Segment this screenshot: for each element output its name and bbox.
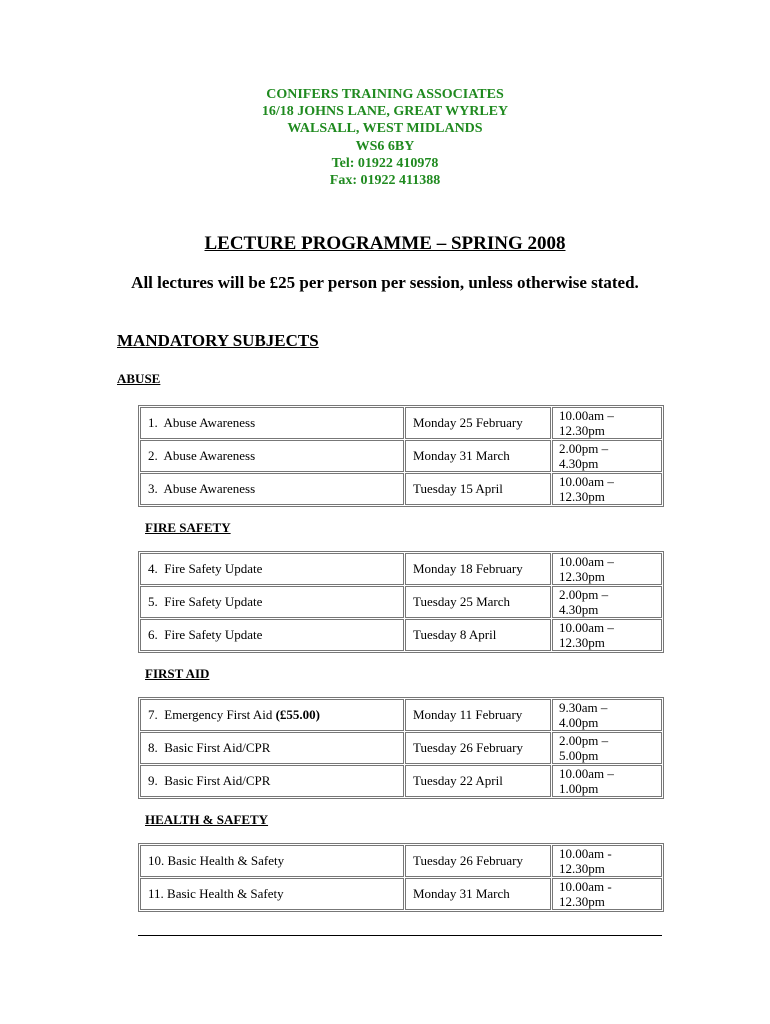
course-cell: 8. Basic First Aid/CPR (140, 732, 404, 764)
course-cell: 2. Abuse Awareness (140, 440, 404, 472)
time-cell: 9.30am – 4.00pm (552, 699, 662, 731)
pricing-note: All lectures will be £25 per person per session, unless otherwise stated. (131, 273, 639, 292)
course-cell: 11. Basic Health & Safety (140, 878, 404, 910)
category-heading: FIRST AID (145, 666, 210, 681)
time-cell: 10.00am - 12.30pm (552, 878, 662, 910)
company-postcode: WS6 6BY (355, 138, 415, 154)
course-cell: 1. Abuse Awareness (140, 407, 404, 439)
table-row (140, 699, 662, 731)
time-cell: 10.00am – 12.30pm (552, 407, 662, 439)
course-cell: 4. Fire Safety Update (140, 553, 404, 585)
schedule-table (138, 697, 664, 799)
category-heading: ABUSE (117, 371, 161, 386)
table-row (140, 553, 662, 585)
date-cell: Tuesday 8 April (405, 619, 551, 651)
date-cell: Monday 18 February (405, 553, 551, 585)
table-row (140, 473, 662, 505)
date-cell: Tuesday 25 March (405, 586, 551, 618)
company-city-line: WALSALL, WEST MIDLANDS (287, 121, 483, 137)
table-row (140, 732, 662, 764)
time-cell: 10.00am – 12.30pm (552, 473, 662, 505)
time-cell: 10.00am – 12.30pm (552, 619, 662, 651)
course-cell: 10. Basic Health & Safety (140, 845, 404, 877)
date-cell: Monday 25 February (405, 407, 551, 439)
company-fax: Fax: 01922 411388 (329, 173, 441, 189)
time-cell: 10.00am – 12.30pm (552, 553, 662, 585)
company-telephone: Tel: 01922 410978 (331, 155, 439, 171)
date-cell: Tuesday 26 February (405, 845, 551, 877)
table-row (140, 619, 662, 651)
category-heading: HEALTH & SAFETY (145, 812, 269, 827)
course-cell: 6. Fire Safety Update (140, 619, 404, 651)
date-cell: Monday 11 February (405, 699, 551, 731)
course-cell: 5. Fire Safety Update (140, 586, 404, 618)
schedule-table (138, 551, 664, 653)
schedule-table (138, 405, 664, 507)
date-cell: Tuesday 22 April (405, 765, 551, 797)
time-cell: 2.00pm – 4.30pm (552, 586, 662, 618)
date-cell: Tuesday 26 February (405, 732, 551, 764)
table-row (140, 407, 662, 439)
time-cell: 2.00pm – 4.30pm (552, 440, 662, 472)
time-cell: 10.00am - 12.30pm (552, 845, 662, 877)
date-cell: Monday 31 March (405, 878, 551, 910)
section-heading: MANDATORY SUBJECTS (117, 331, 319, 350)
company-address-line: 16/18 JOHNS LANE, GREAT WYRLEY (261, 104, 509, 120)
page-title: LECTURE PROGRAMME – SPRING 2008 (204, 233, 566, 254)
date-cell: Tuesday 15 April (405, 473, 551, 505)
price-note: (£55.00) (275, 707, 321, 722)
footer-divider (138, 935, 662, 936)
course-cell: 3. Abuse Awareness (140, 473, 404, 505)
table-row (140, 878, 662, 910)
date-cell: Monday 31 March (405, 440, 551, 472)
time-cell: 10.00am – 1.00pm (552, 765, 662, 797)
company-header (0, 86, 770, 189)
course-cell: 9. Basic First Aid/CPR (140, 765, 404, 797)
table-row (140, 765, 662, 797)
company-name: CONIFERS TRAINING ASSOCIATES (266, 87, 504, 102)
time-cell: 2.00pm – 5.00pm (552, 732, 662, 764)
table-row (140, 586, 662, 618)
category-heading: FIRE SAFETY (145, 520, 231, 535)
table-row (140, 845, 662, 877)
course-cell: 7. Emergency First Aid (£55.00) (140, 699, 404, 731)
schedule-table (138, 843, 664, 912)
table-row (140, 440, 662, 472)
